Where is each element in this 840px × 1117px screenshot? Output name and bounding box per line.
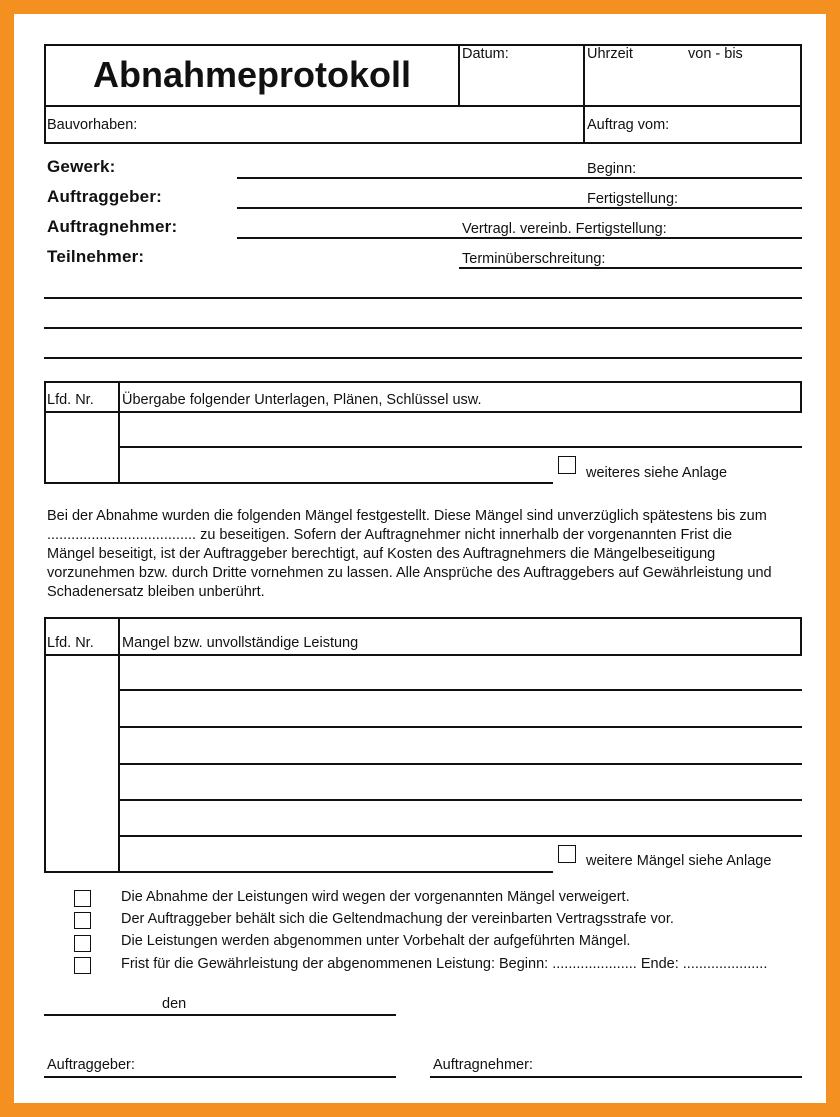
notice-line: Bei der Abnahme wurden die folgenden Mängel festgestellt. Diese Mängel sind unverzüglich spätestens bis zum [47, 508, 767, 524]
defects-col-number: Lfd. Nr. [47, 635, 94, 651]
option-reservation-checkbox[interactable] [74, 935, 91, 952]
contractor-fill-line [237, 237, 802, 239]
page-title: Abnahmeprotokoll [92, 54, 411, 95]
start-label: Beginn: [587, 161, 637, 177]
documents-column-divider [118, 381, 120, 484]
option-penalty-label: Der Auftraggeber behält sich die Geltendmachung der vereinbarten Vertragsstrafe vor. [121, 911, 674, 927]
defects-attachment-checkbox[interactable] [558, 845, 576, 863]
client-label: Auftraggeber: [47, 187, 162, 206]
header-row-divider [44, 105, 802, 107]
client-signature-line [44, 1076, 396, 1078]
documents-col-number: Lfd. Nr. [47, 392, 94, 408]
participants-label: Teilnehmer: [47, 247, 145, 266]
notice-line: vorzunehmen bzw. durch Dritte vornehmen zu lassen. Alle Ansprüche des Auftraggebers auf Gewährleistung und [47, 565, 772, 581]
defects-attachment-label: weitere Mängel siehe Anlage [586, 853, 772, 869]
completion-label: Fertigstellung: [587, 191, 679, 207]
header-divider [458, 44, 460, 106]
documents-attachment-label: weiteres siehe Anlage [586, 465, 728, 481]
defects-row-line [118, 726, 802, 728]
option-refused-checkbox[interactable] [74, 890, 91, 907]
defects-row-line [118, 799, 802, 801]
documents-table-left-border [44, 411, 46, 484]
option-refused-label: Die Abnahme der Leistungen wird wegen der vorgenannten Mängel verweigert. [121, 889, 630, 905]
project-label: Bauvorhaben: [47, 117, 138, 133]
contractor-signature-line [430, 1076, 802, 1078]
contractor-label: Auftragnehmer: [47, 217, 178, 236]
participants-fill-line [44, 357, 802, 359]
time-label: Uhrzeit [587, 46, 633, 62]
defects-row-line [118, 689, 802, 691]
defects-table-left-border [44, 654, 46, 873]
client-fill-line [237, 207, 802, 209]
contractor-signature-label: Auftragnehmer: [433, 1057, 533, 1073]
deadline-overrun-label: Terminüberschreitung: [462, 251, 606, 267]
order-date-label: Auftrag vom: [587, 117, 670, 133]
defects-row-line [44, 871, 553, 873]
place-date-label: den [162, 996, 187, 1012]
notice-line: Mängel beseitigt, ist der Auftraggeber berechtigt, auf Kosten des Auftragnehmers die Mängelbeseitigung [47, 546, 716, 562]
participants-fill-line [44, 297, 802, 299]
trade-label: Gewerk: [47, 157, 116, 176]
documents-attachment-checkbox[interactable] [558, 456, 576, 474]
defects-col-description: Mangel bzw. unvollständige Leistung [122, 635, 359, 651]
option-reservation-label: Die Leistungen werden abgenommen unter Vorbehalt der aufgeführten Mängel. [121, 933, 631, 949]
trade-fill-line [237, 177, 802, 179]
notice-line: Schadenersatz bleiben unberührt. [47, 584, 265, 600]
participants-fill-line [44, 327, 802, 329]
option-warranty-label: Frist für die Gewährleistung der abgenommenen Leistung: Beginn: ..................... Ende: ..................... [121, 956, 768, 972]
defects-row-line [118, 835, 802, 837]
defects-row-line [118, 763, 802, 765]
place-date-line [44, 1014, 396, 1016]
option-penalty-checkbox[interactable] [74, 912, 91, 929]
notice-line: ..................................... zu beseitigen. Sofern der Auftragnehmer nicht innerhalb der vorgenannten Frist die [47, 527, 733, 543]
documents-row-line [44, 482, 553, 484]
documents-row-line [118, 446, 802, 448]
client-signature-label: Auftraggeber: [47, 1057, 135, 1073]
header-divider [583, 44, 585, 144]
defects-notice [47, 507, 772, 602]
option-warranty-checkbox[interactable] [74, 957, 91, 974]
documents-col-description: Übergabe folgender Unterlagen, Plänen, Schlüssel usw. [122, 392, 482, 408]
deadline-overrun-fill-line [459, 267, 802, 269]
time-range-label: von - bis [688, 46, 743, 62]
date-label: Datum: [462, 46, 509, 62]
contract-completion-label: Vertragl. vereinb. Fertigstellung: [462, 221, 667, 237]
